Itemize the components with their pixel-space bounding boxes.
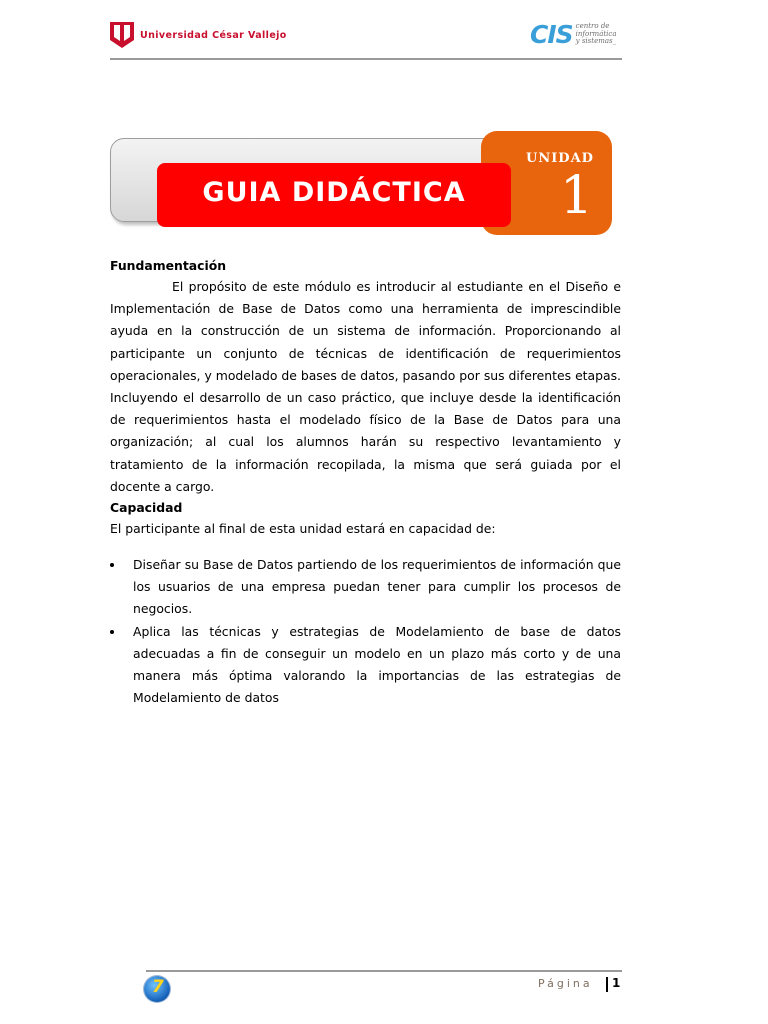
capacidad-list xyxy=(110,554,621,709)
cis-logo xyxy=(530,22,617,48)
page-number: 1 xyxy=(612,976,621,990)
university-name: Universidad César Vallejo xyxy=(140,29,287,41)
ucv-shield-icon xyxy=(110,22,134,48)
unit-number: 1 xyxy=(560,166,594,226)
cis-logo-caption: centro de informática y sistemas_ xyxy=(575,22,617,46)
fundamentacion-heading: Fundamentación xyxy=(110,258,227,273)
page-title: GUIA DIDÁCTICA xyxy=(202,176,466,208)
capacidad-intro: El participante al final de esta unidad estará en capacidad de: xyxy=(110,521,496,537)
unit-label: UNIDAD xyxy=(526,151,594,166)
document-body xyxy=(110,256,621,709)
cis-logo-mark: CIS xyxy=(530,20,573,49)
page-separator xyxy=(606,977,608,992)
fundamentacion-paragraph: El propósito de este módulo es introducir al estudiante en el Diseño e Implementación de Base de Datos como una herramienta de imprescindible ayuda en la construcción de un sistema de información. Proporcionando al participante un conjunto de técnicas de identificación de requerimientos operacionales, y modelado de bases de datos, pasando por sus diferentes etapas. Incluyendo el desarrollo de un caso práctico, que incluye desde la identificación de requerimientos hasta el modelado físico de la Base de Datos para una organización; al cual los alumnos harán su respectivo levantamiento y tratamiento de la información recopilada, la misma que será guiada por el docente a cargo. xyxy=(110,279,621,494)
list-item: Aplica las técnicas y estrategias de Modelamiento de base de datos adecuadas a fin de conseguir un modelo en un plazo más corto y de una manera más óptima valorando la importancias de las estrategias de Modelamiento de datos xyxy=(110,621,621,710)
windows-logo-glyph: 7 xyxy=(152,977,164,997)
page-label: Página xyxy=(538,977,593,990)
capacidad-heading: Capacidad xyxy=(110,500,183,516)
title-bar xyxy=(157,163,511,227)
university-logo xyxy=(110,22,287,48)
list-item: Diseñar su Base de Datos partiendo de los requerimientos de información que los usuarios de una empresa puedan tener para cumplir los procesos de negocios. xyxy=(110,554,621,621)
footer-divider xyxy=(146,970,622,972)
header-divider xyxy=(110,58,622,60)
